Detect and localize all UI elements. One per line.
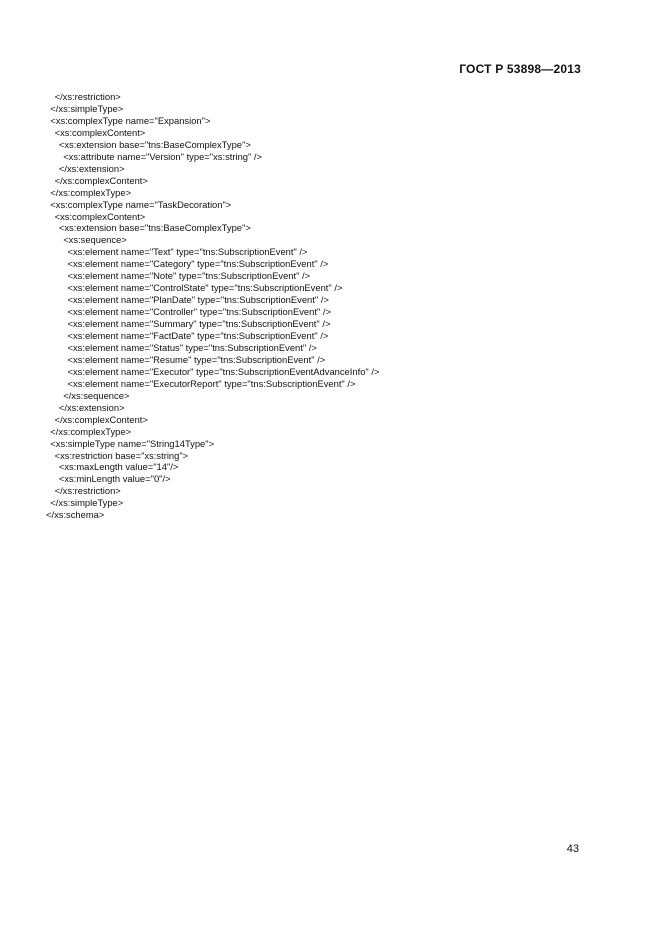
code-line: </xs:schema> [46,509,105,521]
code-line: </xs:restriction> [54,485,121,497]
code-line: </xs:sequence> [63,389,130,401]
code-line: <xs:extension base="tns:BaseComplexType"> [58,222,251,234]
code-line: <xs:complexContent> [54,210,146,222]
code-line: <xs:element name="Executor" type="tns:SubscriptionEventAdvanceInfo" /> [67,365,380,377]
code-line: <xs:attribute name="Version" type="xs:string" /> [63,150,263,162]
code-line: <xs:element name="PlanDate" type="tns:SubscriptionEvent" /> [67,294,329,306]
code-line: <xs:simpleType name="String14Type"> [50,437,215,449]
code-line: </xs:complexContent> [54,413,148,425]
code-line: <xs:element name="ExecutorReport" type="tns:SubscriptionEvent" /> [67,377,356,389]
code-line: </xs:simpleType> [50,102,124,114]
code-line: </xs:restriction> [54,91,121,102]
code-line: <xs:complexType name="TaskDecoration"> [50,198,232,210]
code-line: <xs:element name="Note" type="tns:SubscriptionEvent" /> [67,270,311,282]
code-line: <xs:element name="ControlState" type="tns:SubscriptionEvent" /> [67,282,343,294]
code-line: <xs:element name="Category" type="tns:SubscriptionEvent" /> [67,258,329,270]
code-line: <xs:minLength value="0"/> [58,473,171,485]
code-line: </xs:complexContent> [54,174,148,186]
code-line: <xs:complexContent> [54,126,146,138]
code-line: <xs:element name="Controller" type="tns:SubscriptionEvent" /> [67,306,331,318]
code-line: <xs:element name="Status" type="tns:SubscriptionEvent" /> [67,341,317,353]
code-line: <xs:element name="Resume" type="tns:SubscriptionEvent" /> [67,353,326,365]
code-line: <xs:element name="Text" type="tns:SubscriptionEvent" /> [67,246,308,258]
code-line: <xs:element name="FactDate" type="tns:SubscriptionEvent" /> [67,330,329,341]
code-line: <xs:extension base="tns:BaseComplexType"> [58,138,251,150]
code-line: </xs:complexType> [50,186,132,198]
code-line: </xs:complexType> [50,425,132,437]
code-line: <xs:complexType name="Expansion"> [50,114,211,126]
code-line: <xs:element name="Summary" type="tns:SubscriptionEvent" /> [67,318,331,330]
code-line: <xs:maxLength value="14"/> [58,461,179,473]
code-line: <xs:restriction base="xs:string"> [54,449,189,461]
code-line: </xs:extension> [58,401,125,413]
document-header-standard: ГОСТ Р 53898—2013 [459,62,581,76]
code-line: </xs:extension> [58,162,125,174]
code-line: <xs:sequence> [63,234,127,246]
code-line: </xs:simpleType> [50,497,124,509]
page-number: 43 [566,843,579,855]
